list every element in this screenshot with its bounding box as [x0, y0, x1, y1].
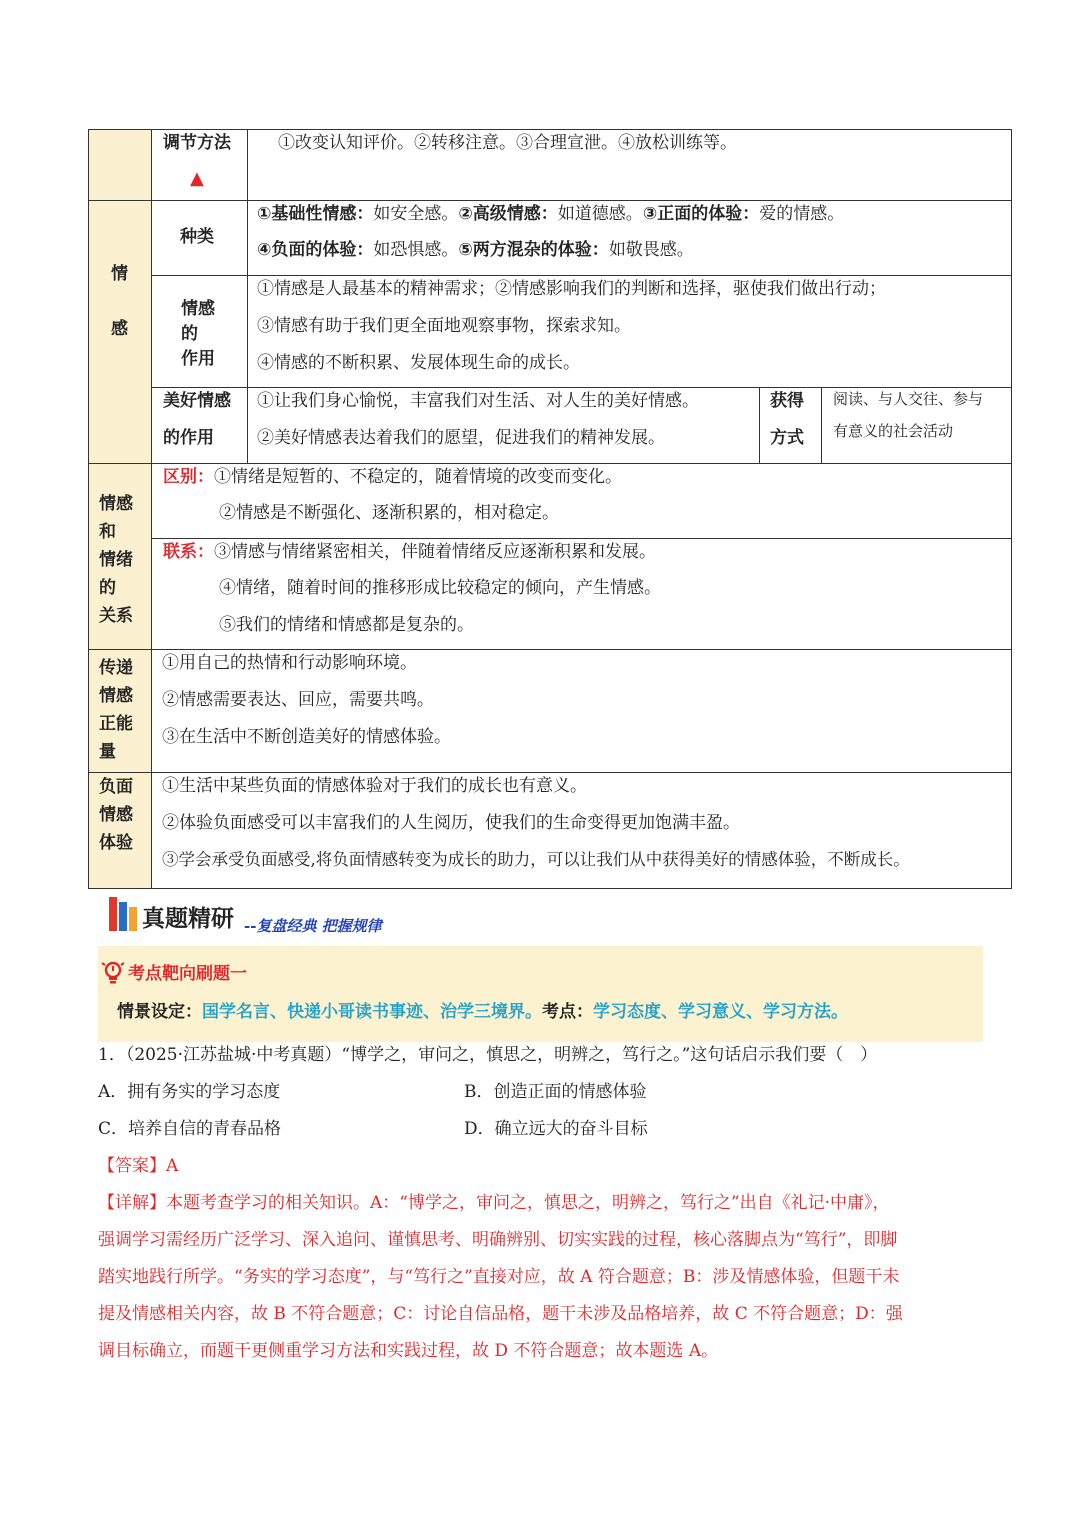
focus-detail	[117, 1001, 848, 1023]
knowledge-table	[88, 129, 1012, 889]
effects-label-3: 作用	[181, 349, 215, 369]
negative-line-2: ②体验负面感受可以丰富我们的人生阅历，使我们的生命变得更加饱满丰盈。	[162, 813, 740, 833]
emotion-cat-char1: 情	[111, 264, 128, 284]
relation-link-line-2: ④情绪，随着时间的推移形成比较稳定的倾向，产生情感。	[219, 578, 661, 598]
point-value: 学习态度、学习意义、学习方法。	[593, 1002, 848, 1022]
negative-cat-3: 体验	[99, 833, 133, 853]
effects-line-3: ④情感的不断积累、发展体现生命的成长。	[257, 353, 580, 373]
types-negative-value: 如恐惧感。	[373, 240, 459, 260]
relation-diff-text-1: ①情绪是短暂的、不稳定的，随着情境的改变而变化。	[214, 467, 622, 487]
negative-line-3: ③学会承受负面感受,将负面情感转变为成长的助力，可以让我们从中获得美好的情感体验，不断成长。	[162, 850, 910, 869]
relation-link-label: 联系：	[163, 542, 214, 562]
types-label-cell	[152, 201, 248, 276]
regulate-content-cell	[248, 130, 1012, 201]
regulate-category-cell	[89, 130, 152, 201]
good-label-cell	[152, 388, 248, 464]
relation-cat-3: 情绪	[99, 550, 133, 570]
good-line-1: ①让我们身心愉悦，丰富我们对生活、对人生的美好情感。	[257, 391, 699, 411]
option-d: D．确立远大的奋斗目标	[464, 1119, 648, 1139]
option-a: A．拥有务实的学习态度	[98, 1082, 281, 1102]
explain-line-4: 提及情感相关内容，故 B 不符合题意；C：讨论自信品格，题干未涉及品格培养，故 C 不符合题意；D：强	[98, 1304, 903, 1324]
focus-box	[98, 946, 983, 1042]
types-label: 种类	[180, 227, 214, 247]
explain-line-3: 踏实地践行所学。“务实的学习态度”，与“笃行之”直接对应，故 A 符合题意；B：涉及情感体验，但题干未	[98, 1267, 900, 1287]
banner-subtitle: --复盘经典 把握规律	[244, 917, 382, 935]
effects-label-2: 的	[181, 324, 198, 344]
emotion-category-cell	[89, 201, 152, 464]
types-basic-value: 如安全感。	[373, 204, 459, 224]
relation-diff-label: 区别：	[163, 467, 214, 487]
good-label-2: 的作用	[163, 428, 214, 448]
books-icon	[108, 893, 142, 935]
negative-cat-1: 负面	[99, 777, 133, 797]
gain-label-cell	[760, 388, 822, 464]
positive-cat-4: 量	[99, 742, 116, 762]
explain-line-5: 调目标确立，而题干更侧重学习方法和实践过程，故 D 不符合题意；故本题选 A。	[98, 1341, 719, 1361]
relation-diff-line-2: ②情感是不断强化、逐渐积累的，相对稳定。	[219, 503, 559, 523]
relation-link-line-1	[163, 541, 656, 563]
explain-line-2: 强调学习需经历广泛学习、深入追问、谨慎思考、明确辨别、切实实践的过程，核心落脚点为“笃行”，即脚	[98, 1230, 898, 1250]
relation-category-cell	[89, 464, 152, 650]
types-line-1	[257, 203, 844, 225]
emotion-cat-char2: 感	[111, 319, 128, 339]
good-label-1: 美好情感	[163, 391, 231, 411]
effects-label-cell	[152, 276, 248, 388]
positive-line-3: ③在生活中不断创造美好的情感体验。	[162, 727, 451, 747]
effects-line-2: ③情感有助于我们更全面地观察事物，探索求知。	[257, 316, 631, 336]
section-banner	[108, 893, 608, 935]
point-label: 考点：	[542, 1002, 593, 1022]
types-line-2	[257, 239, 694, 261]
types-mixed-label: ⑤两方混杂的体验：	[458, 240, 609, 260]
good-line-2: ②美好情感表达着我们的愿望，促进我们的精神发展。	[257, 428, 665, 448]
positive-cat-1: 传递	[99, 658, 133, 678]
negative-content-cell	[152, 773, 1012, 889]
regulate-label: 调节方法	[163, 133, 231, 153]
positive-category-cell	[89, 650, 152, 773]
effects-label-1: 情感	[181, 299, 215, 319]
effects-content-cell	[248, 276, 1012, 388]
gain-label-2: 方式	[770, 428, 804, 448]
lightbulb-icon	[101, 960, 125, 986]
types-advanced-value: 如道德感。	[557, 204, 643, 224]
relation-diff-line-1	[163, 466, 622, 488]
scene-value: 国学名言、快递小哥读书事迹、治学三境界。	[202, 1002, 542, 1022]
good-content-cell	[248, 388, 760, 464]
relation-cat-2: 和	[99, 522, 116, 542]
positive-line-1: ①用自己的热情和行动影响环境。	[162, 653, 417, 673]
option-c: C．培养自信的青春品格	[98, 1119, 282, 1139]
negative-category-cell	[89, 773, 152, 889]
gain-line-1: 阅读、与人交往、参与	[833, 390, 984, 408]
types-negative-label: ④负面的体验：	[257, 240, 374, 260]
types-basic-label: ①基础性情感：	[257, 204, 374, 224]
explain-line-1: 【详解】本题考查学习的相关知识。A：“博学之，审问之，慎思之，明辨之，笃行之”出自《礼记·中庸》，	[98, 1193, 890, 1213]
types-advanced-label: ②高级情感：	[458, 204, 558, 224]
types-positive-value: 爱的情感。	[759, 204, 845, 224]
option-b: B．创造正面的情感体验	[464, 1082, 647, 1102]
positive-cat-3: 正能	[99, 714, 133, 734]
focus-title: 考点靶向刷题一	[128, 964, 247, 984]
types-content-cell	[248, 201, 1012, 276]
relation-link-cell	[152, 539, 1012, 650]
gain-label-1: 获得	[770, 391, 804, 411]
effects-line-1: ①情感是人最基本的精神需求；②情感影响我们的判断和选择，驱使我们做出行动；	[257, 279, 886, 299]
banner-title: 真题精研	[142, 906, 234, 932]
negative-cat-2: 情感	[99, 805, 133, 825]
types-mixed-value: 如敬畏感。	[608, 240, 694, 260]
negative-line-1: ①生活中某些负面的情感体验对于我们的成长也有意义。	[162, 776, 587, 796]
gain-content-cell	[822, 388, 1012, 464]
gain-line-2: 有意义的社会活动	[833, 422, 954, 440]
relation-cat-1: 情感	[99, 494, 133, 514]
positive-cat-2: 情感	[99, 686, 133, 706]
positive-content-cell	[152, 650, 1012, 773]
types-positive-label: ③正面的体验：	[642, 204, 760, 224]
regulate-content: ①改变认知评价。②转移注意。③合理宣泄。④放松训练等。	[278, 133, 737, 153]
relation-diff-cell	[152, 464, 1012, 539]
positive-line-2: ②情感需要表达、回应，需要共鸣。	[162, 690, 434, 710]
answer-line: 【答案】A	[98, 1156, 179, 1176]
regulate-mark: ▲	[190, 168, 204, 189]
scene-label: 情景设定：	[117, 1002, 202, 1022]
relation-cat-5: 关系	[99, 606, 133, 626]
regulate-label-cell	[152, 130, 248, 201]
relation-link-text-1: ③情感与情绪紧密相关，伴随着情绪反应逐渐积累和发展。	[214, 542, 656, 562]
relation-link-line-3: ⑤我们的情绪和情感都是复杂的。	[219, 615, 474, 635]
question-stem: 1．（2025·江苏盐城·中考真题）“博学之，审问之，慎思之，明辨之，笃行之。”这句话启示我们要（ ）	[98, 1045, 878, 1065]
relation-cat-4: 的	[99, 578, 116, 598]
